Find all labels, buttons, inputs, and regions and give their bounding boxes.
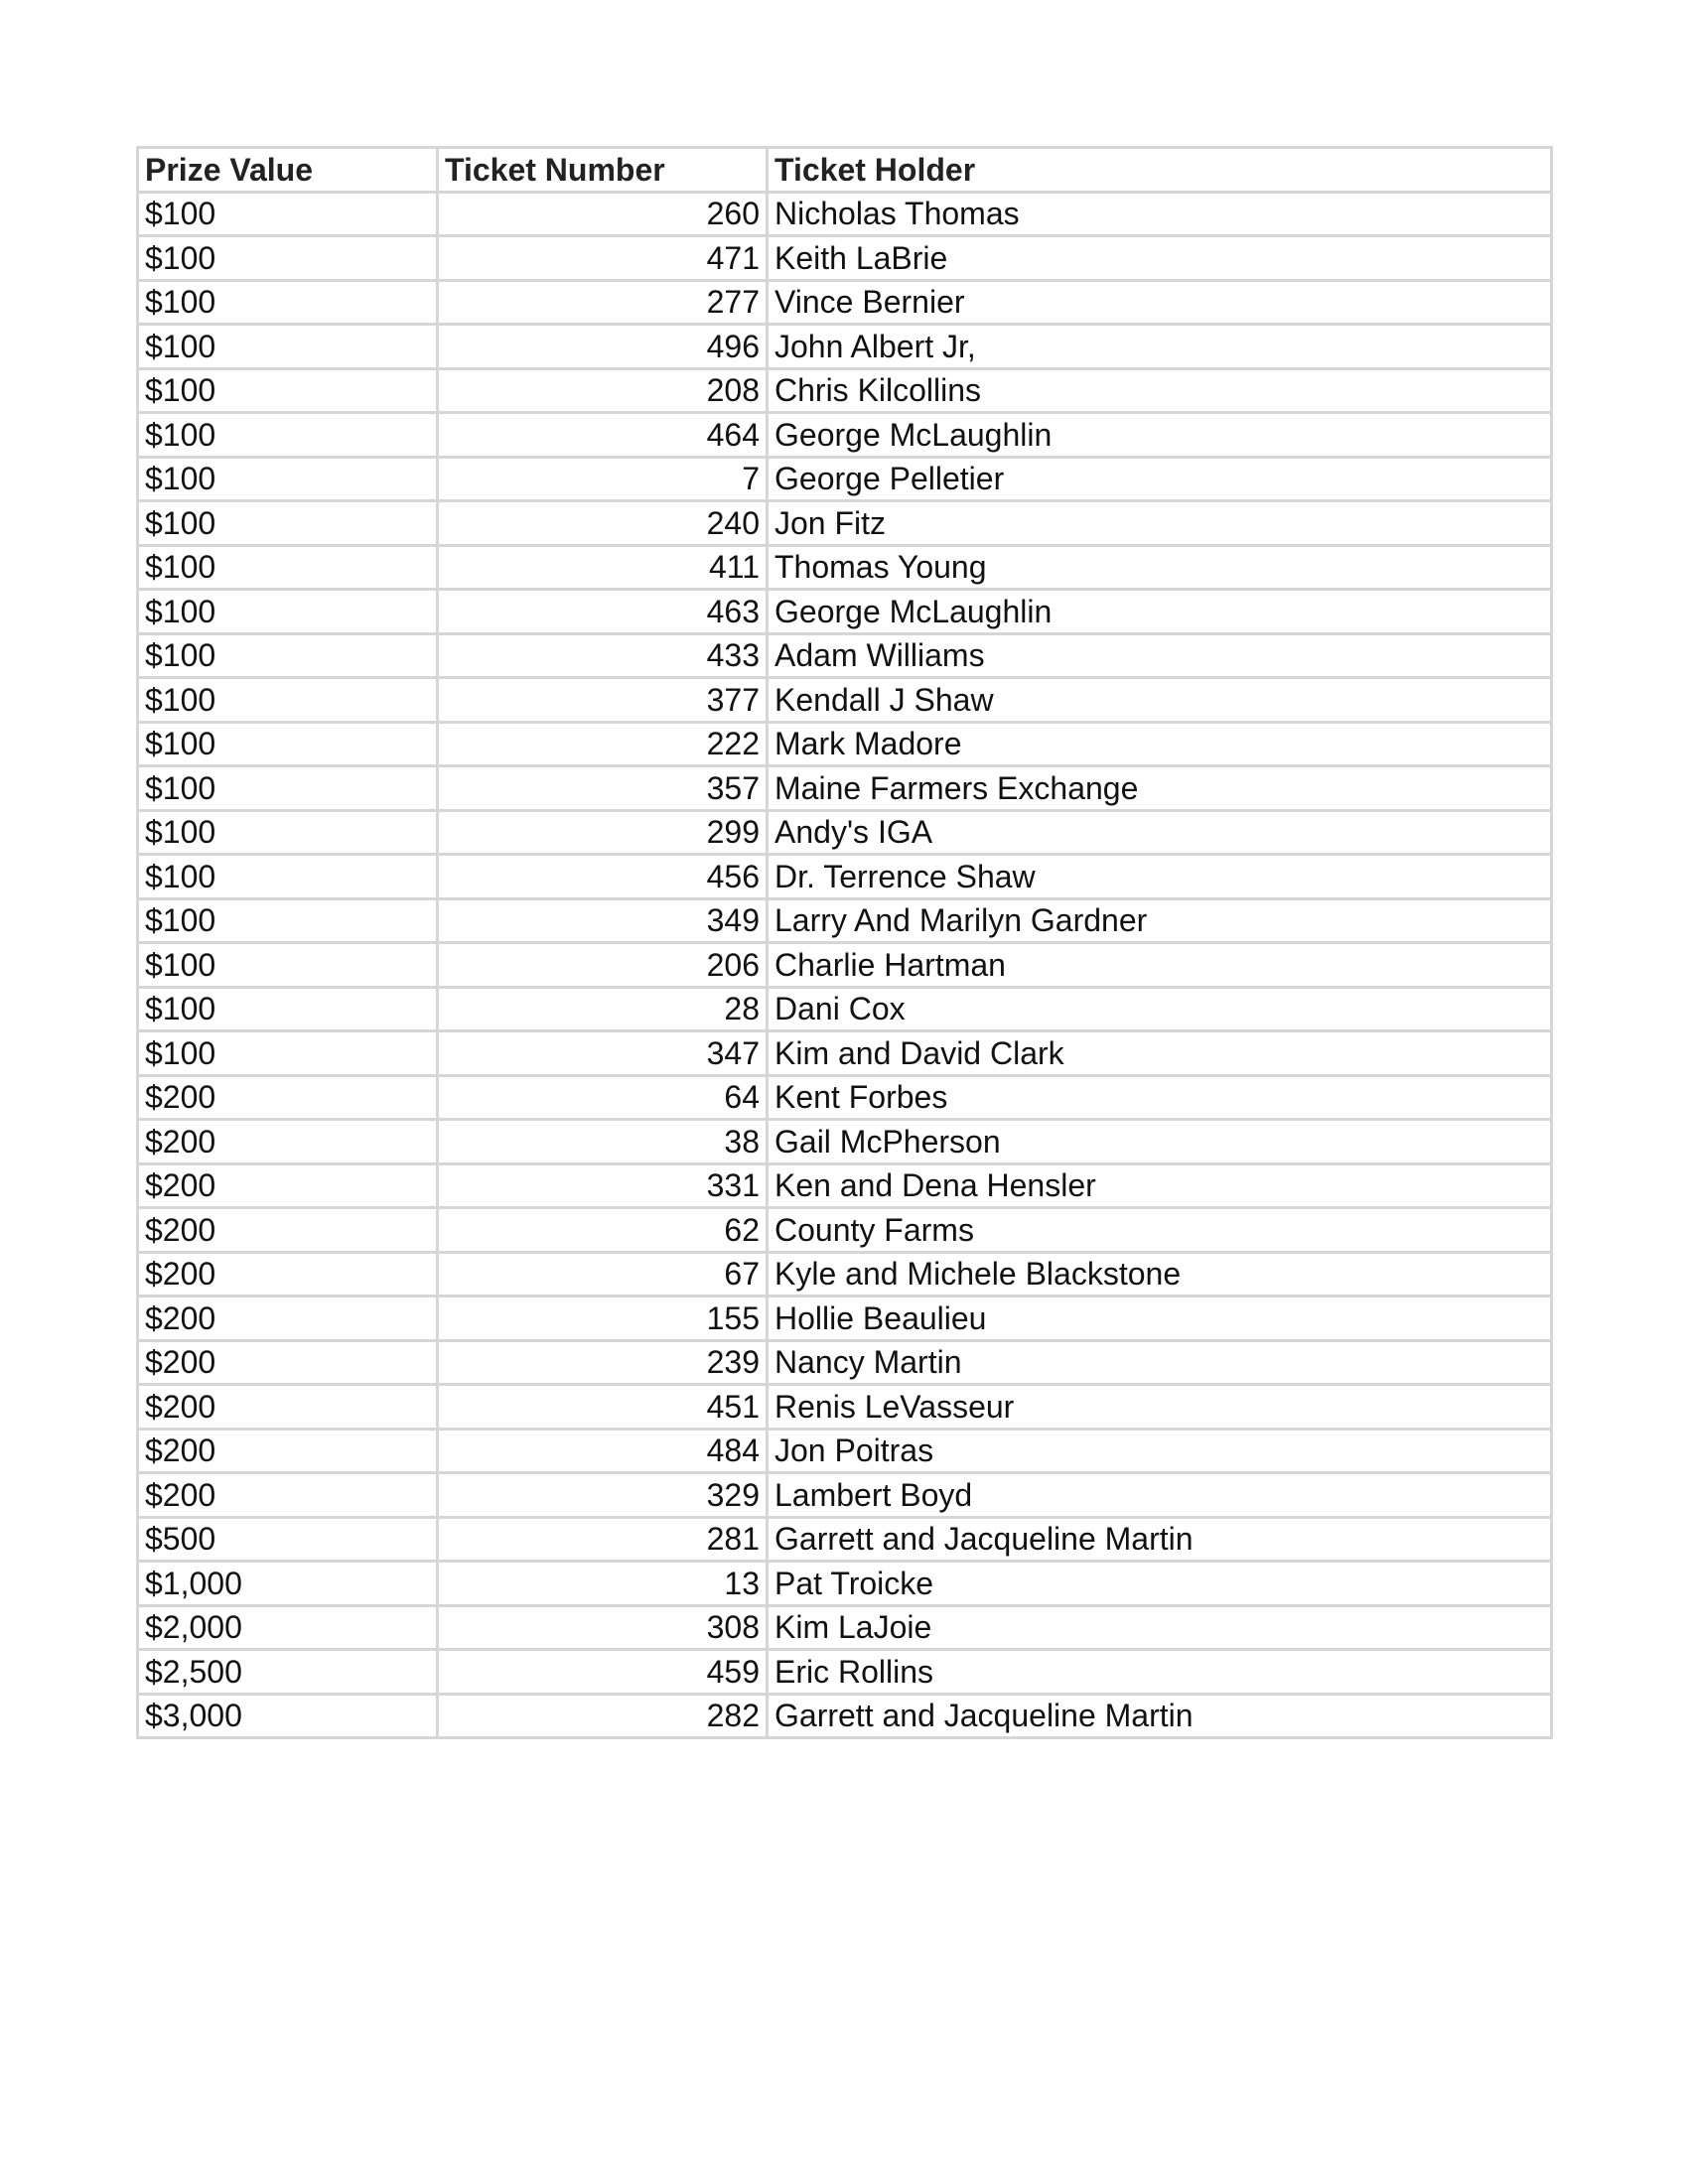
ticket-holder-cell: Kent Forbes	[768, 1075, 1552, 1120]
prize-value-cell: $100	[138, 236, 438, 281]
ticket-number-cell: 62	[438, 1208, 768, 1253]
prize-value-cell: $100	[138, 855, 438, 899]
header-prize-value: Prize Value	[138, 148, 438, 193]
table-row	[138, 192, 1552, 236]
ticket-holder-cell: Eric Rollins	[768, 1650, 1552, 1695]
ticket-number-cell: 239	[438, 1340, 768, 1385]
ticket-holder-cell: Kendall J Shaw	[768, 678, 1552, 723]
table-row	[138, 898, 1552, 943]
table-row	[138, 501, 1552, 546]
ticket-holder-cell: Keith LaBrie	[768, 236, 1552, 281]
ticket-holder-cell: Chris Kilcollins	[768, 368, 1552, 413]
prize-value-cell: $100	[138, 280, 438, 325]
ticket-number-cell: 349	[438, 898, 768, 943]
ticket-holder-cell: Andy's IGA	[768, 810, 1552, 855]
ticket-number-cell: 377	[438, 678, 768, 723]
table-row	[138, 1297, 1552, 1341]
prize-value-cell: $100	[138, 678, 438, 723]
ticket-holder-cell: Dr. Terrence Shaw	[768, 855, 1552, 899]
prize-value-cell: $100	[138, 413, 438, 458]
ticket-holder-cell: Nancy Martin	[768, 1340, 1552, 1385]
ticket-holder-cell: Gail McPherson	[768, 1120, 1552, 1164]
ticket-holder-cell: Kyle and Michele Blackstone	[768, 1252, 1552, 1297]
ticket-number-cell: 451	[438, 1385, 768, 1430]
table-row	[138, 1517, 1552, 1562]
ticket-holder-cell: Kim and David Clark	[768, 1031, 1552, 1076]
table-row	[138, 810, 1552, 855]
ticket-holder-cell: Garrett and Jacqueline Martin	[768, 1694, 1552, 1738]
table-row	[138, 1562, 1552, 1606]
ticket-number-cell: 13	[438, 1562, 768, 1606]
ticket-number-cell: 357	[438, 766, 768, 811]
ticket-number-cell: 464	[438, 413, 768, 458]
prize-value-cell: $100	[138, 722, 438, 766]
ticket-holder-cell: Larry And Marilyn Gardner	[768, 898, 1552, 943]
prize-value-cell: $200	[138, 1252, 438, 1297]
ticket-number-cell: 471	[438, 236, 768, 281]
ticket-holder-cell: Garrett and Jacqueline Martin	[768, 1517, 1552, 1562]
prize-value-cell: $3,000	[138, 1694, 438, 1738]
prize-value-cell: $100	[138, 1031, 438, 1076]
table-row	[138, 943, 1552, 988]
ticket-holder-cell: Pat Troicke	[768, 1562, 1552, 1606]
table-row	[138, 1385, 1552, 1430]
table-row	[138, 545, 1552, 590]
prize-value-cell: $100	[138, 633, 438, 678]
table-row	[138, 1031, 1552, 1076]
ticket-holder-cell: George Pelletier	[768, 457, 1552, 501]
table-row	[138, 722, 1552, 766]
prize-value-cell: $100	[138, 192, 438, 236]
ticket-holder-cell: Kim LaJoie	[768, 1605, 1552, 1650]
ticket-holder-cell: Dani Cox	[768, 987, 1552, 1031]
prize-value-cell: $200	[138, 1120, 438, 1164]
ticket-number-cell: 206	[438, 943, 768, 988]
ticket-number-cell: 411	[438, 545, 768, 590]
ticket-holder-cell: Renis LeVasseur	[768, 1385, 1552, 1430]
prize-value-cell: $100	[138, 590, 438, 634]
ticket-number-cell: 240	[438, 501, 768, 546]
table-row	[138, 1605, 1552, 1650]
prize-winners-table	[136, 146, 1553, 1739]
ticket-holder-cell: Jon Fitz	[768, 501, 1552, 546]
ticket-number-cell: 7	[438, 457, 768, 501]
ticket-number-cell: 331	[438, 1163, 768, 1208]
table-row	[138, 1473, 1552, 1518]
ticket-number-cell: 308	[438, 1605, 768, 1650]
ticket-holder-cell: Nicholas Thomas	[768, 192, 1552, 236]
prize-value-cell: $200	[138, 1385, 438, 1430]
table-row	[138, 1120, 1552, 1164]
ticket-holder-cell: Jon Poitras	[768, 1429, 1552, 1473]
ticket-holder-cell: George McLaughlin	[768, 413, 1552, 458]
prize-value-cell: $100	[138, 457, 438, 501]
prize-value-cell: $200	[138, 1297, 438, 1341]
table-row	[138, 590, 1552, 634]
ticket-holder-cell: Adam Williams	[768, 633, 1552, 678]
table-row	[138, 1429, 1552, 1473]
ticket-number-cell: 282	[438, 1694, 768, 1738]
prize-value-cell: $500	[138, 1517, 438, 1562]
prize-value-cell: $200	[138, 1208, 438, 1253]
table-row	[138, 633, 1552, 678]
table-row	[138, 766, 1552, 811]
ticket-holder-cell: Thomas Young	[768, 545, 1552, 590]
ticket-number-cell: 299	[438, 810, 768, 855]
ticket-number-cell: 347	[438, 1031, 768, 1076]
ticket-holder-cell: Mark Madore	[768, 722, 1552, 766]
prize-value-cell: $1,000	[138, 1562, 438, 1606]
prize-value-cell: $100	[138, 898, 438, 943]
prize-value-cell: $100	[138, 766, 438, 811]
ticket-number-cell: 277	[438, 280, 768, 325]
prize-value-cell: $200	[138, 1163, 438, 1208]
ticket-number-cell: 67	[438, 1252, 768, 1297]
prize-value-cell: $100	[138, 545, 438, 590]
ticket-holder-cell: Ken and Dena Hensler	[768, 1163, 1552, 1208]
ticket-number-cell: 329	[438, 1473, 768, 1518]
table-row	[138, 413, 1552, 458]
table-row	[138, 236, 1552, 281]
ticket-number-cell: 496	[438, 325, 768, 369]
ticket-number-cell: 155	[438, 1297, 768, 1341]
ticket-number-cell: 459	[438, 1650, 768, 1695]
ticket-number-cell: 433	[438, 633, 768, 678]
table-row	[138, 368, 1552, 413]
ticket-number-cell: 281	[438, 1517, 768, 1562]
table-row	[138, 1340, 1552, 1385]
table-row	[138, 1208, 1552, 1253]
ticket-number-cell: 484	[438, 1429, 768, 1473]
prize-value-cell: $100	[138, 810, 438, 855]
ticket-holder-cell: Charlie Hartman	[768, 943, 1552, 988]
prize-value-cell: $100	[138, 325, 438, 369]
prize-value-cell: $100	[138, 368, 438, 413]
header-row	[138, 148, 1552, 193]
table-row	[138, 987, 1552, 1031]
table-row	[138, 678, 1552, 723]
table-row	[138, 1694, 1552, 1738]
ticket-number-cell: 456	[438, 855, 768, 899]
prize-value-cell: $200	[138, 1429, 438, 1473]
ticket-holder-cell: Lambert Boyd	[768, 1473, 1552, 1518]
table-row	[138, 457, 1552, 501]
table-row	[138, 1163, 1552, 1208]
ticket-number-cell: 64	[438, 1075, 768, 1120]
ticket-number-cell: 208	[438, 368, 768, 413]
prize-value-cell: $100	[138, 501, 438, 546]
table-row	[138, 1075, 1552, 1120]
ticket-holder-cell: John Albert Jr,	[768, 325, 1552, 369]
header-ticket-number: Ticket Number	[438, 148, 768, 193]
prize-value-cell: $2,000	[138, 1605, 438, 1650]
prize-value-cell: $200	[138, 1473, 438, 1518]
prize-value-cell: $2,500	[138, 1650, 438, 1695]
table-row	[138, 1252, 1552, 1297]
prize-value-cell: $200	[138, 1340, 438, 1385]
table-row	[138, 855, 1552, 899]
ticket-holder-cell: George McLaughlin	[768, 590, 1552, 634]
ticket-number-cell: 222	[438, 722, 768, 766]
ticket-holder-cell: Vince Bernier	[768, 280, 1552, 325]
ticket-holder-cell: County Farms	[768, 1208, 1552, 1253]
ticket-number-cell: 38	[438, 1120, 768, 1164]
ticket-number-cell: 28	[438, 987, 768, 1031]
ticket-number-cell: 463	[438, 590, 768, 634]
header-ticket-holder: Ticket Holder	[768, 148, 1552, 193]
prize-value-cell: $200	[138, 1075, 438, 1120]
ticket-holder-cell: Hollie Beaulieu	[768, 1297, 1552, 1341]
prize-value-cell: $100	[138, 943, 438, 988]
table-body	[138, 192, 1552, 1738]
ticket-number-cell: 260	[438, 192, 768, 236]
table-row	[138, 325, 1552, 369]
ticket-holder-cell: Maine Farmers Exchange	[768, 766, 1552, 811]
table-row	[138, 1650, 1552, 1695]
prize-value-cell: $100	[138, 987, 438, 1031]
table-row	[138, 280, 1552, 325]
